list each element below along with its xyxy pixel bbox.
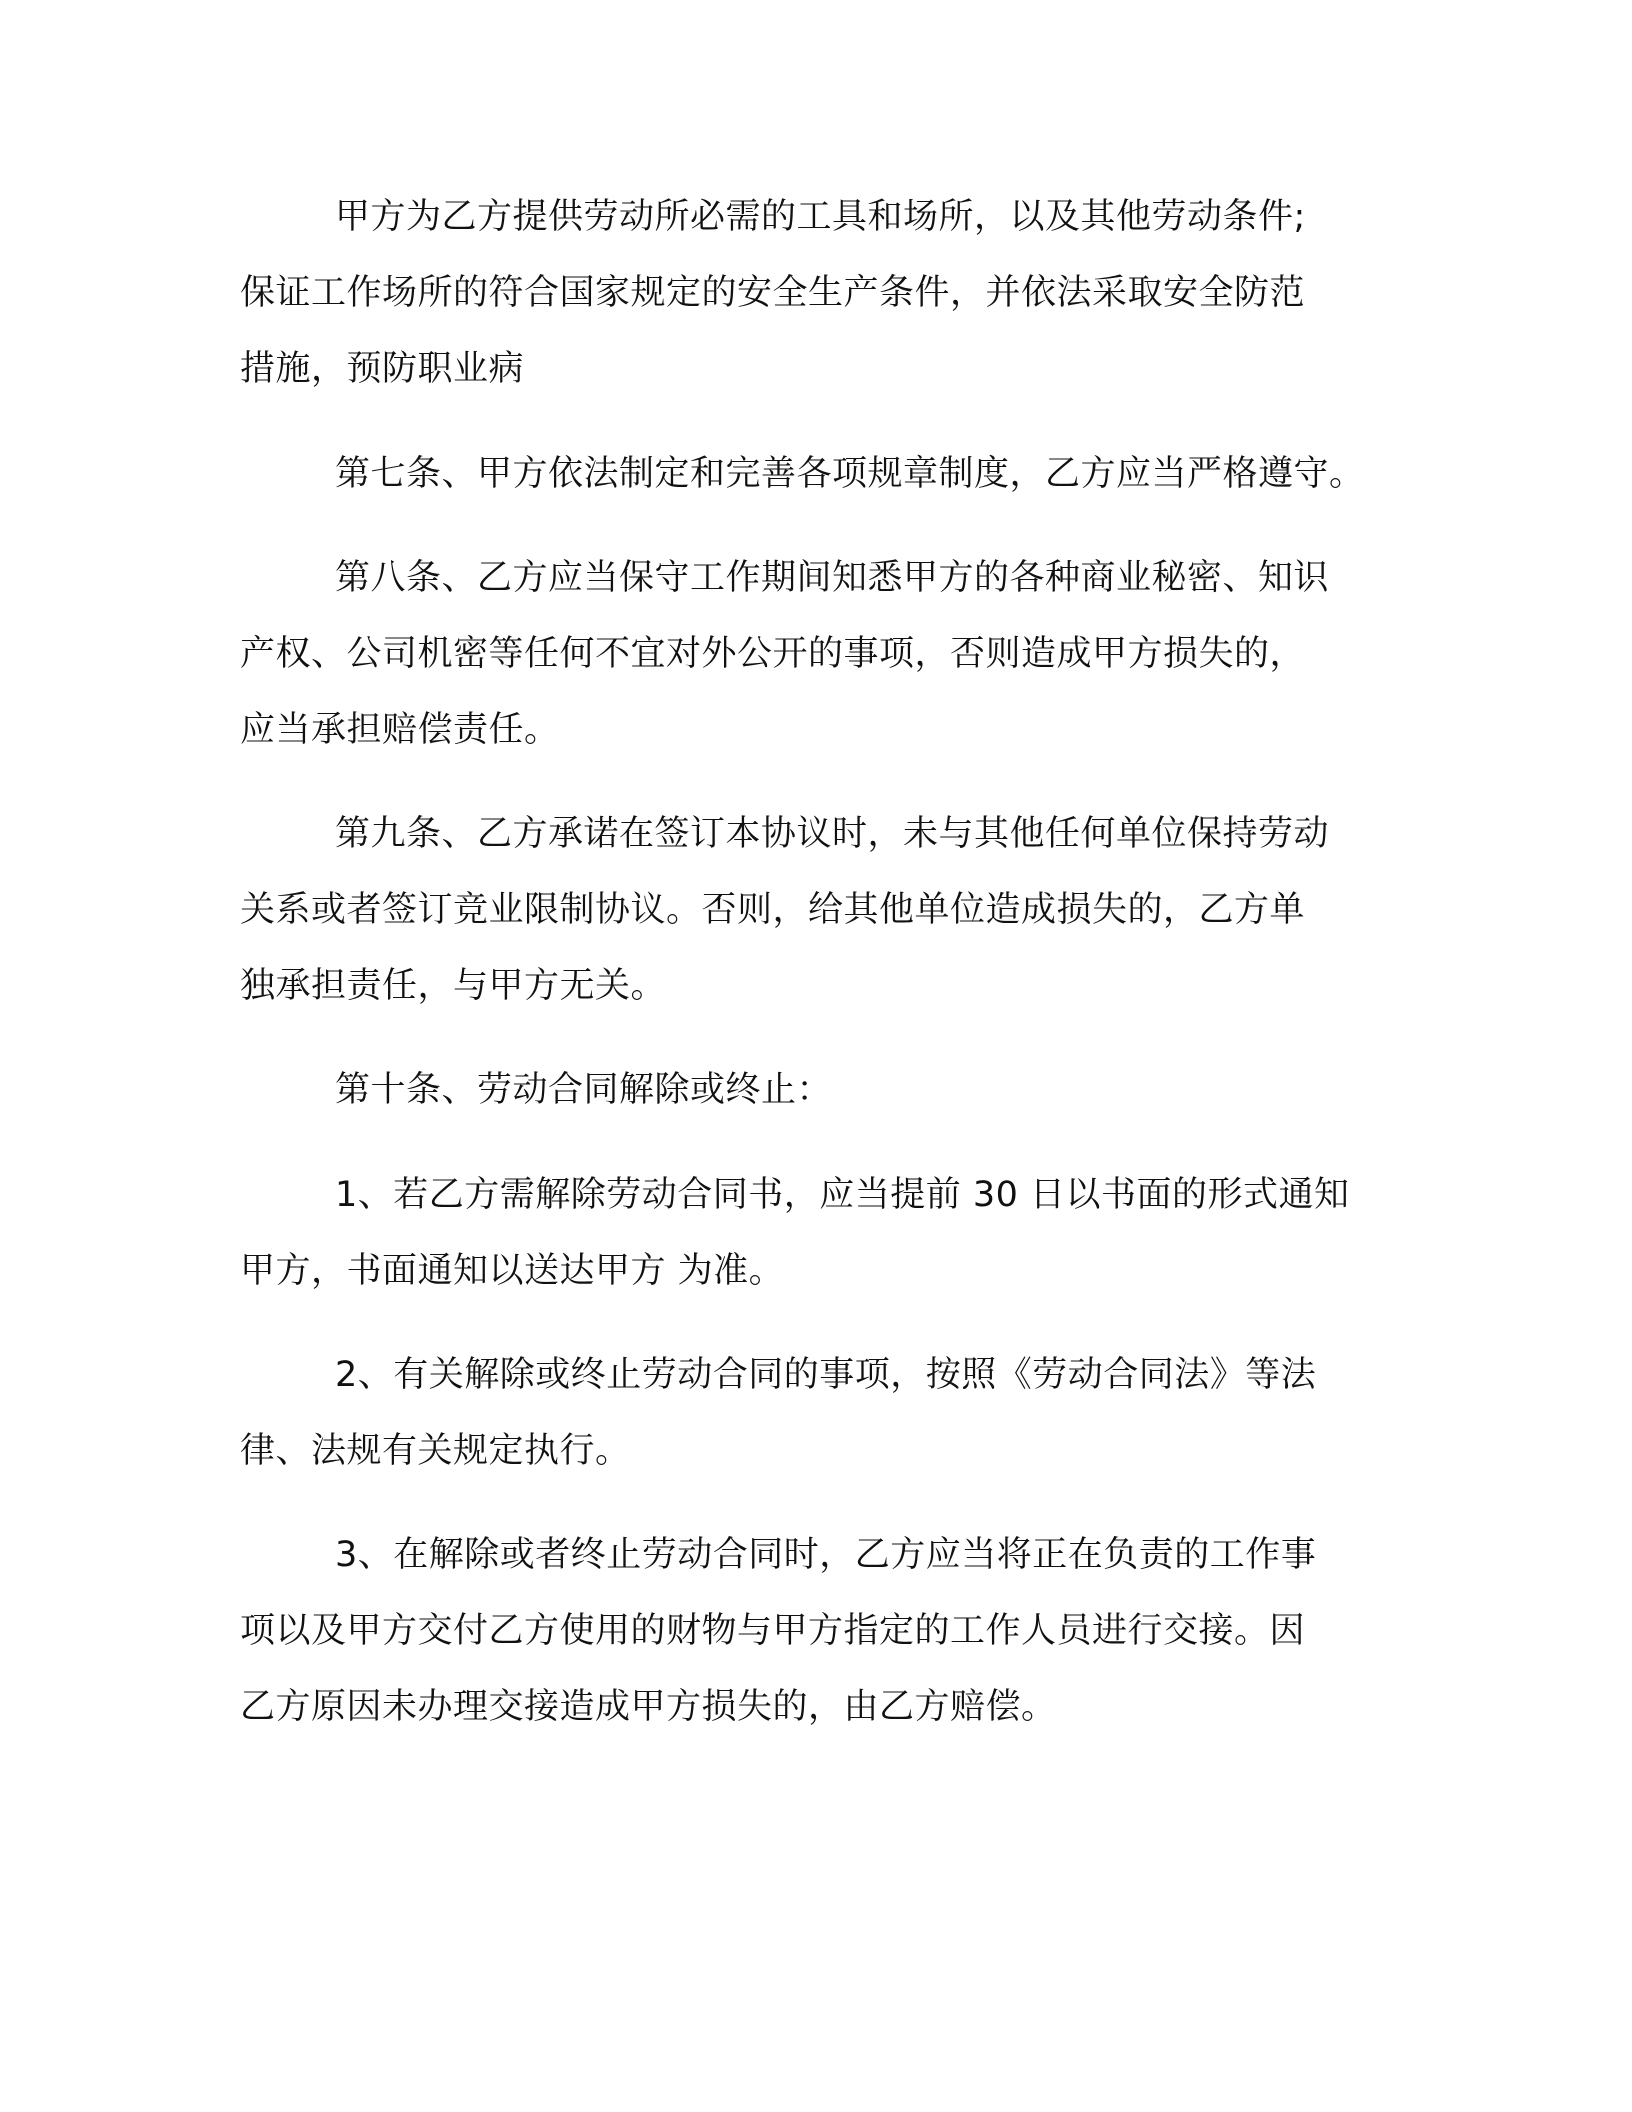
- clause-3-line: 3、在解除或者终止劳动合同时，乙方应当将正在负责的工作事: [335, 1535, 1317, 1575]
- article-10-heading: 第十条、劳动合同解除或终止：: [335, 1070, 833, 1110]
- article-9-line: 关系或者签订竞业限制协议。否则，给其他单位造成损失的，乙方单: [240, 890, 1306, 930]
- paragraph-line: 措施，预防职业病: [240, 349, 525, 389]
- clause-1-line: 甲方，书面通知以送达甲方 为准。: [240, 1251, 785, 1291]
- article-8-line: 第八条、乙方应当保守工作期间知悉甲方的各种商业秘密、知识: [335, 558, 1330, 598]
- clause-3-line: 项以及甲方交付乙方使用的财物与甲方指定的工作人员进行交接。因: [240, 1611, 1306, 1651]
- clause-3-line: 乙方原因未办理交接造成甲方损失的，由乙方赔偿。: [240, 1687, 1057, 1727]
- clause-2-line: 律、法规有关规定执行。: [240, 1431, 631, 1471]
- article-7-line: 第七条、甲方依法制定和完善各项规章制度，乙方应当严格遵守。: [335, 454, 1365, 494]
- clause-1-line: 1、若乙方需解除劳动合同书，应当提前 30 日以书面的形式通知: [335, 1175, 1350, 1215]
- article-9-line: 独承担责任，与甲方无关。: [240, 966, 667, 1006]
- clause-2-line: 2、有关解除或终止劳动合同的事项，按照《劳动合同法》等法: [335, 1355, 1317, 1395]
- paragraph-line: 甲方为乙方提供劳动所必需的工具和场所，以及其他劳动条件;: [335, 197, 1306, 237]
- article-8-line: 应当承担赔偿责任。: [240, 710, 560, 750]
- paragraph-line: 保证工作场所的符合国家规定的安全生产条件，并依法采取安全防范: [240, 273, 1306, 313]
- article-9-line: 第九条、乙方承诺在签订本协议时，未与其他任何单位保持劳动: [335, 814, 1330, 854]
- article-8-line: 产权、公司机密等任何不宜对外公开的事项，否则造成甲方损失的，: [240, 634, 1306, 674]
